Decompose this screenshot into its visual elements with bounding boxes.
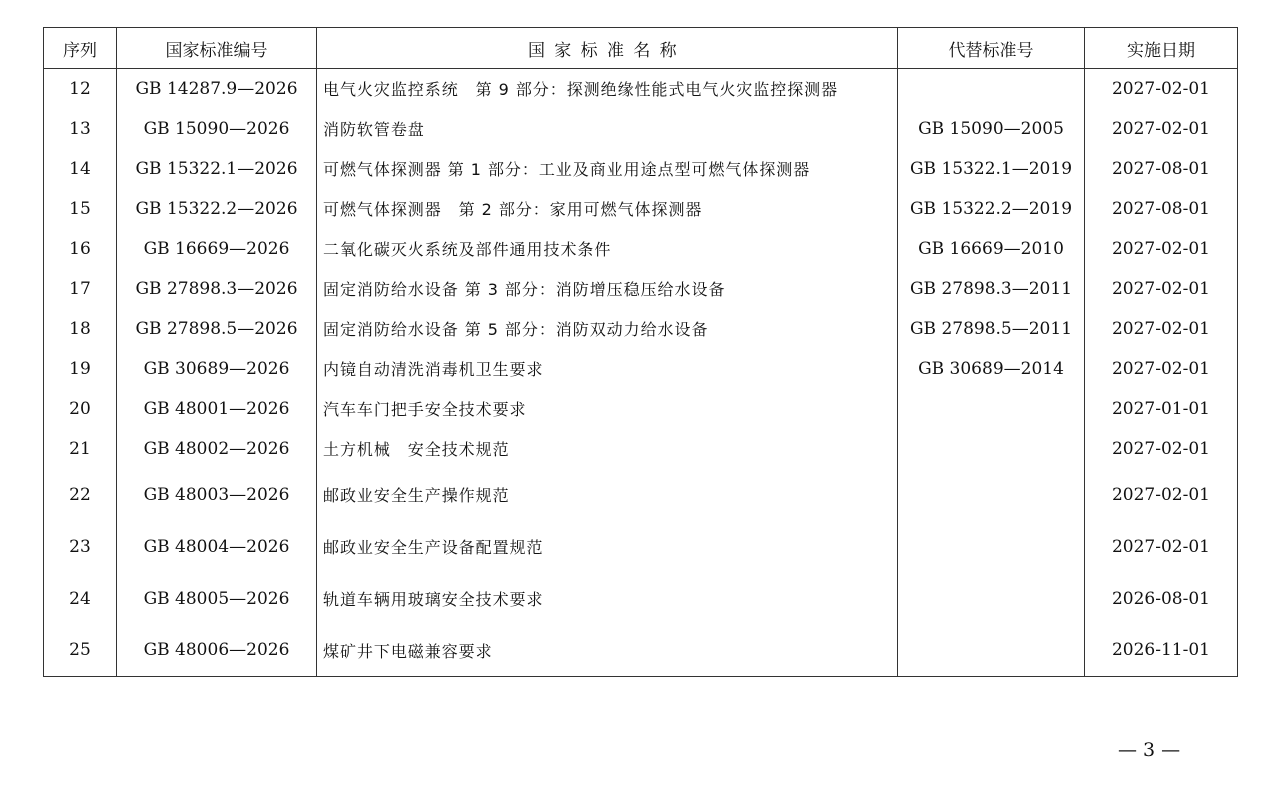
row-code: GB 15090—2026: [117, 109, 317, 149]
row-seq: 16: [44, 229, 117, 269]
row-code: GB 30689—2026: [117, 349, 317, 389]
row-seq: 21: [44, 429, 117, 469]
row-replace: [898, 69, 1085, 109]
row-date: 2026-08-01: [1085, 573, 1238, 625]
row-name: 轨道车辆用玻璃安全技术要求: [317, 573, 898, 625]
row-name: 汽车车门把手安全技术要求: [317, 389, 898, 429]
header-date: 实施日期: [1085, 28, 1238, 69]
row-code: GB 48004—2026: [117, 521, 317, 573]
row-replace: GB 27898.5—2011: [898, 309, 1085, 349]
row-code: GB 14287.9—2026: [117, 69, 317, 109]
table-row: [44, 625, 1238, 677]
row-name: 可燃气体探测器 第 1 部分：工业及商业用途点型可燃气体探测器: [317, 149, 898, 189]
row-seq: 12: [44, 69, 117, 109]
table-row: [44, 229, 1238, 269]
row-replace: [898, 573, 1085, 625]
row-name: 消防软管卷盘: [317, 109, 898, 149]
row-code: GB 48006—2026: [117, 625, 317, 677]
header-seq: 序列: [44, 28, 117, 69]
header-name: 国家标准名称: [317, 28, 898, 69]
row-code: GB 48005—2026: [117, 573, 317, 625]
row-replace: [898, 469, 1085, 521]
row-name: 土方机械 安全技术规范: [317, 429, 898, 469]
row-date: 2027-08-01: [1085, 189, 1238, 229]
header-code: 国家标准编号: [117, 28, 317, 69]
table-row: [44, 389, 1238, 429]
page-number: — 3 —: [1118, 739, 1181, 761]
row-name: 煤矿井下电磁兼容要求: [317, 625, 898, 677]
row-date: 2027-02-01: [1085, 109, 1238, 149]
row-code: GB 48002—2026: [117, 429, 317, 469]
table-body: [44, 69, 1238, 677]
header-replace: 代替标准号: [898, 28, 1085, 69]
row-replace: GB 15322.1—2019: [898, 149, 1085, 189]
row-date: 2027-02-01: [1085, 429, 1238, 469]
row-name: 内镜自动清洗消毒机卫生要求: [317, 349, 898, 389]
row-seq: 23: [44, 521, 117, 573]
standards-table: [43, 27, 1238, 677]
row-date: 2027-02-01: [1085, 309, 1238, 349]
row-seq: 20: [44, 389, 117, 429]
table-row: [44, 429, 1238, 469]
row-seq: 22: [44, 469, 117, 521]
row-seq: 14: [44, 149, 117, 189]
row-code: GB 15322.2—2026: [117, 189, 317, 229]
table-row: [44, 469, 1238, 521]
row-replace: GB 15090—2005: [898, 109, 1085, 149]
row-name: 二氧化碳灭火系统及部件通用技术条件: [317, 229, 898, 269]
row-name: 固定消防给水设备 第 5 部分：消防双动力给水设备: [317, 309, 898, 349]
row-code: GB 15322.1—2026: [117, 149, 317, 189]
row-seq: 13: [44, 109, 117, 149]
row-code: GB 27898.5—2026: [117, 309, 317, 349]
table-row: [44, 521, 1238, 573]
row-name: 可燃气体探测器 第 2 部分：家用可燃气体探测器: [317, 189, 898, 229]
row-code: GB 48003—2026: [117, 469, 317, 521]
row-replace: [898, 389, 1085, 429]
row-seq: 15: [44, 189, 117, 229]
table-row: [44, 69, 1238, 109]
table-row: [44, 109, 1238, 149]
row-name: 邮政业安全生产操作规范: [317, 469, 898, 521]
row-replace: GB 30689—2014: [898, 349, 1085, 389]
row-replace: [898, 521, 1085, 573]
row-date: 2027-02-01: [1085, 69, 1238, 109]
row-date: 2027-01-01: [1085, 389, 1238, 429]
table-row: [44, 349, 1238, 389]
row-seq: 18: [44, 309, 117, 349]
row-replace: [898, 625, 1085, 677]
row-name: 电气火灾监控系统 第 9 部分：探测绝缘性能式电气火灾监控探测器: [317, 69, 898, 109]
table-header: [44, 28, 1238, 69]
table-row: [44, 573, 1238, 625]
row-code: GB 16669—2026: [117, 229, 317, 269]
row-replace: GB 16669—2010: [898, 229, 1085, 269]
row-date: 2027-02-01: [1085, 269, 1238, 309]
row-date: 2027-02-01: [1085, 229, 1238, 269]
table-row: [44, 269, 1238, 309]
table-row: [44, 189, 1238, 229]
row-name: 固定消防给水设备 第 3 部分：消防增压稳压给水设备: [317, 269, 898, 309]
table-row: [44, 149, 1238, 189]
row-code: GB 27898.3—2026: [117, 269, 317, 309]
row-date: 2027-02-01: [1085, 349, 1238, 389]
row-seq: 24: [44, 573, 117, 625]
table-row: [44, 309, 1238, 349]
row-date: 2027-02-01: [1085, 521, 1238, 573]
row-date: 2027-02-01: [1085, 469, 1238, 521]
row-code: GB 48001—2026: [117, 389, 317, 429]
row-seq: 25: [44, 625, 117, 677]
row-date: 2026-11-01: [1085, 625, 1238, 677]
row-seq: 17: [44, 269, 117, 309]
header-row: [44, 28, 1238, 69]
row-replace: [898, 429, 1085, 469]
row-name: 邮政业安全生产设备配置规范: [317, 521, 898, 573]
row-replace: GB 27898.3—2011: [898, 269, 1085, 309]
row-date: 2027-08-01: [1085, 149, 1238, 189]
row-replace: GB 15322.2—2019: [898, 189, 1085, 229]
row-seq: 19: [44, 349, 117, 389]
